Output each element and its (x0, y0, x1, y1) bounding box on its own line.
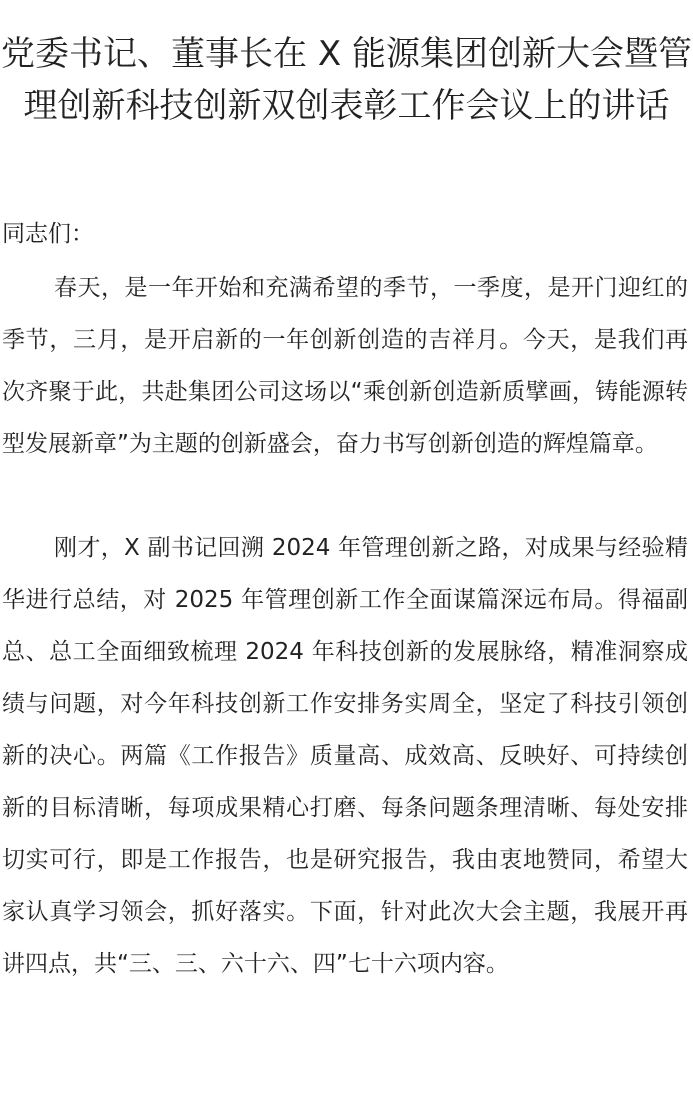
document-title: 党委书记、董事长在 X 能源集团创新大会暨管理创新科技创新双创表彰工作会议上的讲话 (1, 34, 692, 126)
body-paragraph-2: 刚才，X 副书记回溯 2024 年管理创新之路，对成果与经验精华进行总结，对 2025 年管理创新工作全面谋篇深远布局。得福副总、总工全面细致梳理 2024 年科技创新的发展脉络，精准洞察成绩与问题，对今年科技创新工作安排务实周全，坚定了科技引领创新的决心。两篇《工作报告》质量高、成效高、反映好、可持续创新的目标清晰，每项成果精心打磨、每条问题条理清晰、每处安排切实可行，即是工作报告，也是研究报告，我由衷地赞同，希望大家认真学习领会，抓好落实。下面，针对此次大会主题，我展开再讲四点，共“三、三、六十六、四”七十六项内容。 (2, 535, 688, 977)
body-paragraph-1: 春天，是一年开始和充满希望的季节，一季度，是开门迎红的季节，三月，是开启新的一年创新创造的吉祥月。今天，是我们再次齐聚于此，共赴集团公司这场以“乘创新创造新质擘画，铸能源转型发展新章”为主题的创新盛会，奋力书写创新创造的辉煌篇章。 (2, 275, 688, 457)
salutation: 同志们： (2, 221, 94, 247)
